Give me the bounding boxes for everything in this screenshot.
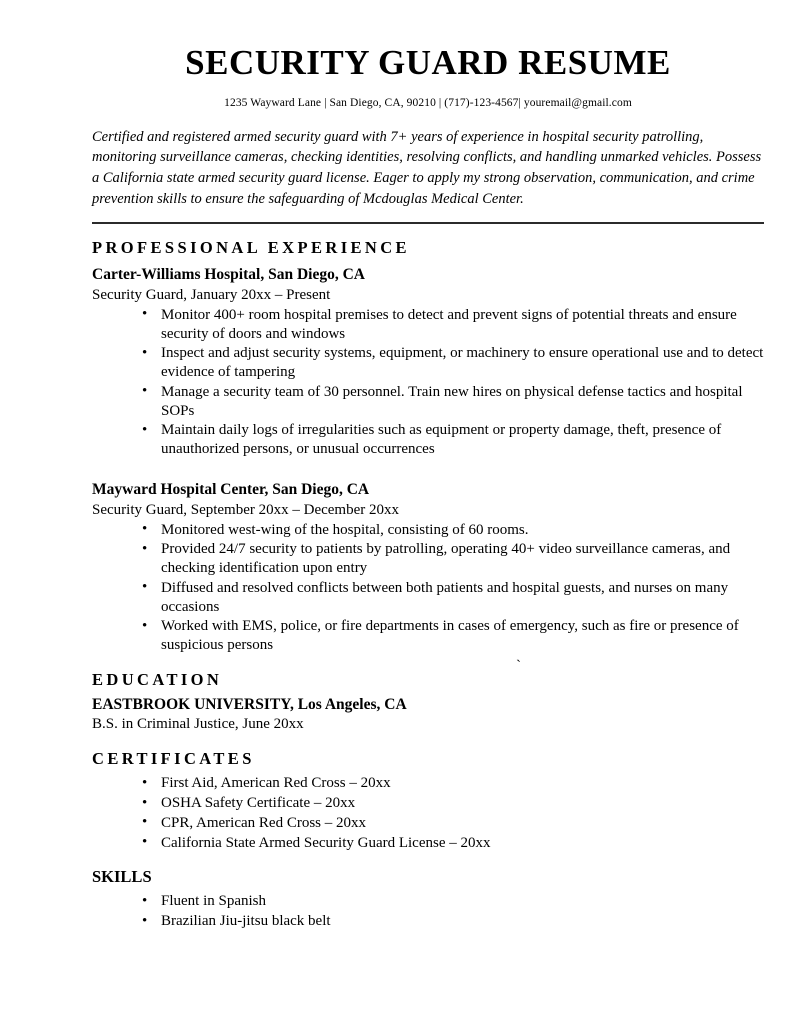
list-item: • Monitored west-wing of the hospital, consisting of 60 rooms. [142,521,764,540]
contact-line: 1235 Wayward Lane | San Diego, CA, 90210 | (717)-123-4567| youremail@gmail.com [224,96,632,109]
resume-content [92,0,764,932]
section-heading-experience: PROFESSIONAL EXPERIENCE [92,238,410,258]
role-and-dates: Security Guard, September 20xx – December 20xx [92,501,399,518]
section-heading-certificates: CERTIFICATES [92,749,255,769]
employer-name: Mayward Hospital Center, San Diego, CA [92,480,370,498]
experience-entry [92,460,764,655]
list-item: • Fluent in Spanish [142,892,764,911]
certificates-list [92,774,764,852]
list-item: • Monitor 400+ room hospital premises to detect and prevent signs of potential threats and ensure security of doors and windows [142,306,764,344]
list-item: • Manage a security team of 30 personnel. Train new hires on physical defense tactics and hospital SOPs [142,383,764,421]
section-heading-skills: SKILLS [92,867,152,887]
page-title: SECURITY GUARD RESUME [185,43,671,82]
degree-and-date: B.S. in Criminal Justice, June 20xx [92,716,304,733]
experience-bullets [92,521,764,655]
list-item: • Diffused and resolved conflicts between both patients and hospital guests, and nurses on many occasions [142,579,764,617]
list-item: • Maintain daily logs of irregularities such as equipment or property damage, theft, presence of unauthorized persons, or unusual occurrences [142,421,764,459]
list-item: • OSHA Safety Certificate – 20xx [142,794,764,813]
list-item: • Brazilian Jiu-jitsu black belt [142,912,764,931]
list-item: • First Aid, American Red Cross – 20xx [142,774,764,793]
list-item: • Provided 24/7 security to patients by patrolling, operating 40+ video surveillance cameras, and checking identification upon entry [142,540,764,578]
employer-name: Carter-Williams Hospital, San Diego, CA [92,266,365,284]
experience-entry [92,263,764,459]
school-name: EASTBROOK UNIVERSITY, Los Angeles, CA [92,695,407,713]
list-item: • Worked with EMS, police, or fire departments in cases of emergency, such as fire or presence of suspicious persons [142,617,764,655]
list-item: • California State Armed Security Guard License – 20xx [142,834,764,853]
professional-summary: Certified and registered armed security guard with 7+ years of experience in hospital security patrolling, monitoring surveillance cameras, checking identities, resolving conflicts, and handling unmarked vehicles. Possess a California state armed security guard license. Eager to apply my strong observation, communication, and crime prevention skills to ensure the safeguarding of Mcdouglas Medical Center. [92,128,762,207]
stray-backtick-artifact: ` [516,658,521,674]
skills-list [92,892,764,931]
list-item: • CPR, American Red Cross – 20xx [142,814,764,833]
list-item: • Inspect and adjust security systems, equipment, or machinery to ensure operational use and to detect evidence of tampering [142,344,764,382]
section-heading-education: EDUCATION [92,669,223,689]
experience-bullets [92,306,764,459]
role-and-dates: Security Guard, January 20xx – Present [92,287,331,304]
